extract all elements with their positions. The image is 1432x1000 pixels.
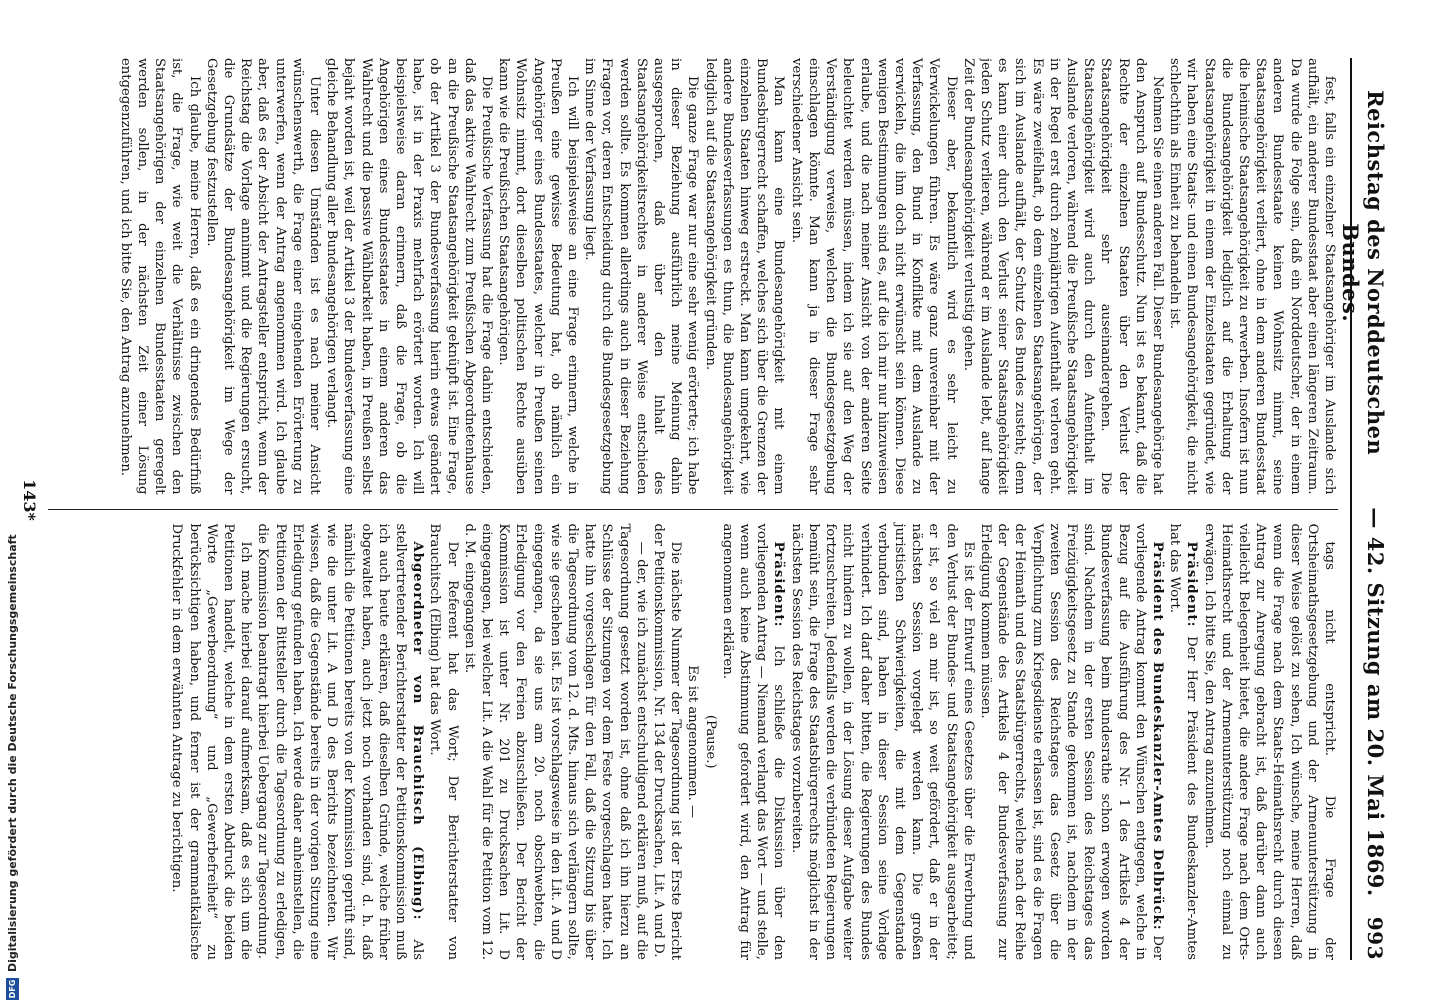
paragraph: fest, falls ein einzelner Staatsangehöriger im Auslande sich aufhält, ein anderer Bundesstaat aber einen längeren Zeitraum. Da wurde die Folge sein, daß ein Norddeutscher, der in einem anderen Bundesstaate keinen Wohnsitz nimmt, seine Staatsangehörigkeit verliert, ohne in dem anderen Bundesstaat die heimische Staatsangehörigkeit zu erwerben. Insofern ist nun die Bundesangehörigkeit lediglich auf die Erhaltung der Staatsangehörigkeit in einem der Einzelstaaten gegründet, wie wir haben eine Staats- und einen Bundesangehörigkeit, die nicht schlechthin als Einheit zu behandeln ist. (1167, 58, 1337, 495)
page-number: 993 (1363, 916, 1387, 960)
paragraph: Abgeordneter von Brauchitsch (Elbing): Als stellvertretender Berichterstatter der Petitionskommission muß ich auch heute erklären, daß dieselben Gründe, welche früher obgewaltet haben, auch jetzt noch vorhanden sind, d. h. daß nämlich die Petitionen bereits von der Kommission geprüft sind, wie die unter Lit. A und D des Berichts bezeichneten. Wir wissen, daß die Gegenstände bereits in der vorigen Sitzung eine Erledigung gefunden haben. Ich werde daher anheimstellen, die Petitionen der Bittsteller durch die Tagesordnung zu erledigen, die Kommission beantragt hierbei Uebergang zur Tagesordnung. (255, 523, 426, 960)
left-column (48, 58, 1338, 509)
speaker-name: Präsident des Bundeskanzler-Amtes Delbrück: (1149, 541, 1165, 931)
speaker-name: Präsident: (771, 541, 787, 628)
paragraph: (Pause.) (702, 714, 718, 769)
running-head (1338, 58, 1388, 960)
credit-text: Digitalisierung gefördert durch die Deutsche Forschungsgemeinschaft (5, 534, 19, 972)
speaker-name: Abgeordneter von Brauchitsch (Elbing): (410, 541, 426, 921)
paragraph: Die Preußische Verfassung hat die Frage dahin entschieden, daß das aktive Wahlrecht zum Preußischen Abgeordnetenhause an die Preußische Staatsangehörigkeit geknüpft ist. Eine Frage, ob der Artikel 3 der Bundesverfassung hierin etwas geändert habe, ist in der Praxis mehrfach erörtert worden. Ich will beispielsweise daran erinnern, daß die Frage, ob die Angehörigen eines Bundesstaates in einem anderen das Wahlrecht und die passive Wählbarkeit haben, in Preußen selbst bejaht worden ist, weil der Artikel 3 der Bundesverfassung eine gleiche Behandlung aller Bundesangehörigen verlangt. (324, 58, 495, 495)
paragraph: Die nächste Nummer der Tagesordnung ist der Erste Bericht der Petitionskommission, Nr. 134 der Drucksachen, Lit. A und D. (651, 523, 684, 960)
paragraph: Es ist angenommen. — (685, 665, 701, 819)
right-column (48, 510, 1338, 961)
paragraph: Dieser aber, bekanntlich wird es sehr leicht zu Verwickelungen führen. Es wäre ganz unvereinbar mit der Verfassung, den Bund in Konflikte mit dem Auslande zu verwickeln, die ihm doch nicht erwünscht sein können. Diese wenigen Bestimmungen sind es, auf die ich mir nur hinzuweisen erlaube, und die nach meiner Ansicht von der anderen Seite beleuchtet werden müssen, indem ich sie auf den Weg der Verständigung verweise, welchen die Bundesgesetzgebung einschlagen könnte. Man kann ja in dieser Frage sehr verschiedener Ansicht sein. (788, 58, 959, 495)
paragraph: Man kann eine Bundesangehörigkeit mit einem Bundesbürgerrecht schaffen, welches sich über die Grenzen der einzelnen Staaten hinweg erstreckt. Man kann umgekehrt, wie andere Bundesverfassungen es thun, die Bundesangehörigkeit lediglich auf die Staatsangehörigkeit gründen. (702, 58, 787, 495)
speaker-name: Präsident: (1184, 541, 1200, 628)
paragraph: Unter diesen Umständen ist es nach meiner Ansicht wünschenswerth, die Frage einer eingehenden Erörterung zu unterwerfen, wenn der Antrag angenommen wird. Ich glaube aber, daß es der Absicht der Antragsteller entspricht, wenn der Reichstag die Vorlage annimmt und die Regierungen ersucht, die Grundsätze der Bundesangehörigkeit im Wege der Gesetzgebung festzustellen. (203, 58, 323, 495)
paragraph: Nehmen Sie einen anderen Fall. Dieser Bundesangehörige hat den Anspruch auf Bundesschutz. Nun ist es bekannt, daß die Rechte der einzelnen Staaten über den Verlust der Staatsangehörigkeit sehr auseinandergehen. Die Staatsangehörigkeit wird auch durch den Aufenthalt im Auslande verloren, während die Preußische Staatsangehörigkeit in der Regel erst durch zehnjährigen Aufenthalt verloren geht. Es wäre zweifelhaft, ob dem einzelnen Staatsangehörigen, der sich im Auslande aufhält, der Schutz des Bundes zusteht; denn es kann einer durch den Verlust seiner Staatsangehörigkeit jeden Schutz verlieren, während er im Auslande lebt, auf lange Zeit der Bundesangehörigkeit verlustig gehen. (960, 58, 1165, 495)
paragraph: Der Referent hat das Wort; Der Berichterstatter von Brauchitsch (Elbing) hat das Wort. (427, 523, 460, 960)
paragraph: Ich will beispielsweise an eine Frage erinnern, welche in Preußen eine gewisse Bedeutung hat, ob nämlich ein Angehöriger eines Bundesstaates, welcher in Preußen seinen Wohnsitz nimmt, dort dieselben politischen Rechte ausüben kann wie die Preußischen Staatsangehörigen. (496, 58, 581, 495)
folio-mark: 143* (20, 479, 39, 521)
header-right-title: — 42. Sitzung am 20. Mai 1869. (1363, 507, 1388, 897)
credit-strip (4, 0, 20, 1000)
paragraph: Präsident des Bundeskanzler-Amtes Delbrück: Der vorliegende Antrag kommt den Wünschen entgegen, welche in Bezug auf die Ausführung des Nr. 1 des Artikels 4 der Bundesverfassung beim Bundesrathe schon erwogen worden sind. Nachdem in der ersten Session des Reichstages das Freizügigkeitsgesetz zu Stande gekommen ist, nachdem in der zweiten Session des Reichstages das Gesetz über die Verpflichtung zum Kriegsdienste erlassen ist, sind es die Fragen der Heimath und des Staatsbürgerrechts, welche nach der Reihe der Gegenstände des Artikels 4 der Bundesverfassung zur Erledigung kommen müssen. (977, 523, 1165, 960)
paragraph: Ich mache hierbei darauf aufmerksam, daß es sich um die Petitionen handelt, welche in dem ersten Abdruck die beiden Worte „Gewerbeordnung“ und „Gewerbefreiheit“ zu berücksichtigen haben, und ferner ist der grammatikalische Druckfehler in dem erwähnten Antrage zu berichtigen. (169, 523, 254, 960)
header-left-title: Reichstag des Norddeutschen Bundes. (1338, 90, 1388, 456)
text-columns (48, 58, 1338, 960)
paragraph: Präsident: Der Herr Präsident des Bundeskanzler-Amtes hat das Wort. (1167, 523, 1200, 960)
paragraph: Es ist der Entwurf eines Gesetzes über die Erwerbung und den Verlust der Bundes- und Staatsangehörigkeit ausgearbeitet; er ist, so viel an mir ist, so weit gefördert, daß er in der nächsten Session vorgelegt werden kann. Die großen juristischen Schwierigkeiten, die mit dem Gegenstande verbunden sind, haben in dieser Session seine Vorlage verhindert. Ich darf daher bitten, die Regierungen des Bundes nicht hindern zu wollen, in der Lösung dieser Aufgabe weiter fortzuschreiten. Jedenfalls werden die verbündeten Regierungen bemüht sein, die Frage des Staatsbürgerrechts möglichst in der nächsten Session des Reichstages vorzubereiten. (788, 523, 976, 960)
paragraph: Präsident: Ich schließe die Diskussion über den vorliegenden Antrag — Niemand verlangt das Wort — und stelle, wenn auch keine Abstimmung gefordert wird, den Antrag für angenommen erklären. (719, 523, 787, 960)
paragraph: Ich glaube, meine Herren, daß es ein dringendes Bedürfniß ist, die Frage, wie weit die Verhältnisse zwischen den Staatsangehörigen der einzelnen Bundesstaaten geregelt werden sollen, in der nächsten Zeit einer Lösung entgegenzuführen, und ich bitte Sie, den Antrag anzunehmen. (117, 58, 202, 495)
paragraph: Die ganze Frage war nur eine sehr wenig erörterte; ich habe in dieser Beziehung ausführlich meine Meinung dahin ausgesprochen, daß über den Inhalt des Staatsangehörigkeitsrechtes in anderer Weise entschieden werden sollte. Es kommen allerdings auch in dieser Beziehung Fragen vor, deren Entscheidung durch die Bundesgesetzgebung im Sinne der Verfassung liegt. (582, 58, 701, 495)
dfg-logo-icon: DFG (7, 979, 17, 999)
paragraph: — der, wie ich zunächst entschuldigend erklären muß, auf die Tagesordnung gesetzt worden ist, ohne daß ich ihn hierzu an Schlüsse der Sitzungen vor dem Feste vorgeschlagen hatte. Ich hatte ihn vorgeschlagen für den Fall, daß die Sitzung bis über die Tagesordnung vom 12. d. Mts. hinaus sich verlängern sollte, wie sie geschehen ist. Es ist vorschlagsweise in den Lit. A und D eingegangen, da sie uns am 20. noch obschwebten, die Erledigung vor den Ferien abzuschließen. Der Bericht der Kommission ist unter Nr. 201 zu Drucksachen Lit. D eingegangen, bei welcher Lit. A die Wahl für die Petition vom 12. d. M. eingegangen ist. (461, 523, 649, 960)
paragraph: tags nicht entspricht. Die Frage der Ortsheimathsgesetzgebung und der Armenunterstützung in dieser Weise gelöst zu sehen, Ich wünsche, meine Herren, daß wenn die Frage nach dem Staats-Heimathsrecht durch diesen Antrag zur Anregung gebracht ist, daß darüber dann auch vielleicht Belegenheit bietet, die andere Frage nach dem Orts-Heimathsrecht und der Armenunterstützung noch einmal zu erwägen. Ich bitte Sie, den Antrag anzunehmen. (1201, 523, 1337, 960)
